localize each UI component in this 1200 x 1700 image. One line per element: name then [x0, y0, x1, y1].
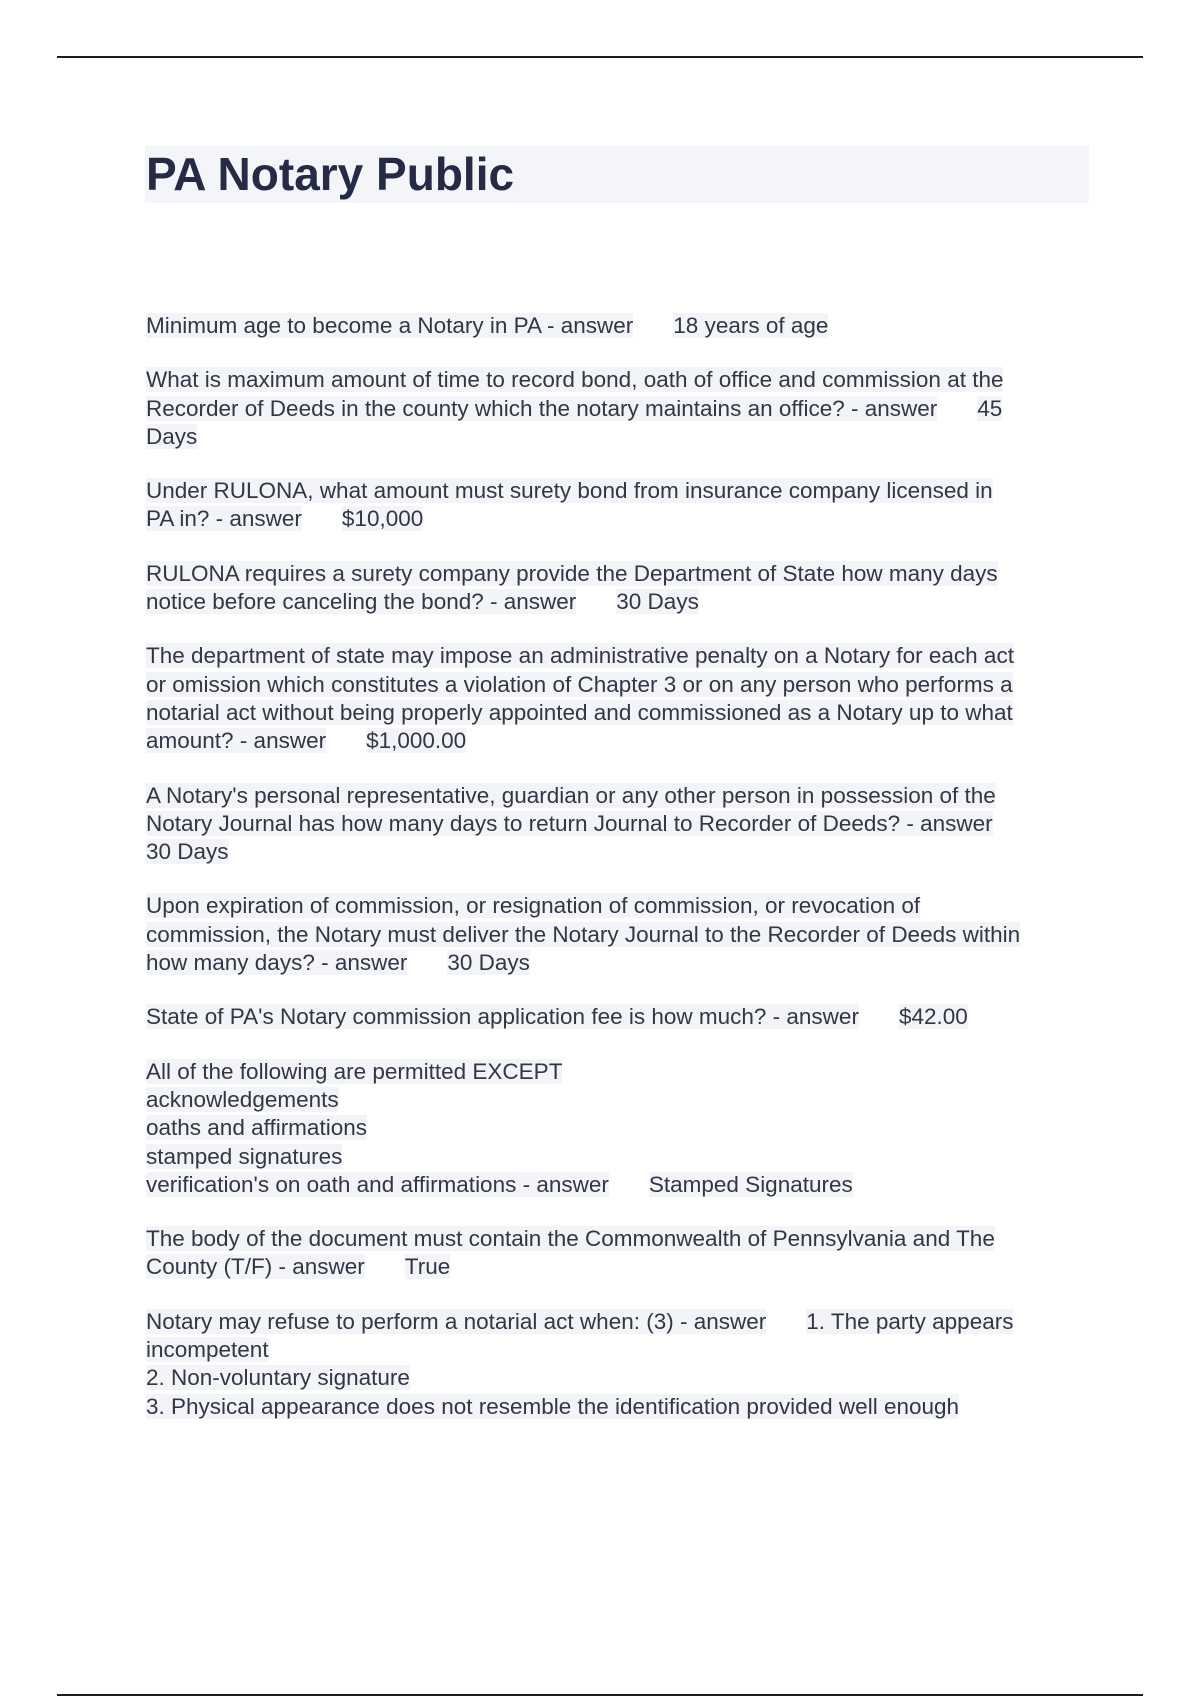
answer-text: $1,000.00 — [366, 728, 467, 754]
question-text: how many days? - answer — [146, 950, 408, 976]
answer-text: incompetent — [146, 1337, 269, 1363]
question-text: Notary may refuse to perform a notarial act when: (3) - answer — [146, 1308, 767, 1334]
question-text: The department of state may impose an administrative penalty on a Notary for each act — [146, 643, 1014, 669]
question-text: acknowledgements — [146, 1086, 339, 1112]
answer-text: 3. Physical appearance does not resemble the identification provided well enough — [146, 1393, 960, 1419]
flashcard-list — [146, 312, 1091, 1447]
answer-text: True — [404, 1254, 451, 1280]
question-text: The body of the document must contain the Commonwealth of Pennsylvania and The — [146, 1226, 995, 1252]
question-text: Notary Journal has how many days to return Journal to Recorder of Deeds? - answer — [146, 810, 993, 836]
flashcard-item — [146, 312, 1091, 340]
question-text: A Notary's personal representative, guardian or any other person in possession of the — [146, 782, 996, 808]
question-text: notice before canceling the bond? - answer — [146, 589, 577, 615]
answer-text: 18 years of age — [673, 313, 829, 338]
question-text: Under RULONA, what amount must surety bond from insurance company licensed in — [146, 478, 993, 504]
page-title: PA Notary Public — [146, 148, 515, 200]
answer-text: 45 — [977, 395, 1003, 421]
question-text: commission, the Notary must deliver the Notary Journal to the Recorder of Deeds within — [146, 921, 1021, 947]
question-text: stamped signatures — [146, 1143, 343, 1169]
question-text: amount? - answer — [146, 728, 327, 754]
flashcard-item — [146, 1225, 1091, 1282]
answer-text: $42.00 — [898, 1004, 968, 1030]
flashcard-item — [146, 1003, 1091, 1031]
question-text: oaths and affirmations — [146, 1115, 367, 1141]
answer-text: 1. The party appears — [806, 1308, 1014, 1334]
answer-text: 30 Days — [447, 950, 530, 976]
question-text: Recorder of Deeds in the county which the notary maintains an office? - answer — [146, 395, 938, 421]
answer-text: 30 Days — [616, 589, 699, 615]
flashcard-item — [146, 560, 1091, 617]
question-text: notarial act without being properly appointed and commissioned as a Notary up to what — [146, 699, 1013, 725]
question-text: Minimum age to become a Notary in PA - answer — [146, 313, 634, 338]
answer-text: Stamped Signatures — [648, 1171, 853, 1197]
answer-text: 30 Days — [146, 839, 229, 865]
question-text: State of PA's Notary commission application fee is how much? - answer — [146, 1004, 859, 1030]
answer-text: 2. Non-voluntary signature — [146, 1365, 410, 1391]
question-text: or omission which constitutes a violation of Chapter 3 or on any person who performs a — [146, 671, 1013, 697]
flashcard-item — [146, 477, 1091, 534]
question-text: County (T/F) - answer — [146, 1254, 365, 1280]
question-text: All of the following are permitted EXCEPT — [146, 1058, 563, 1084]
question-text: PA in? - answer — [146, 506, 302, 532]
flashcard-item — [146, 1058, 1091, 1199]
flashcard-item — [146, 642, 1091, 755]
answer-text: Days — [146, 423, 198, 449]
flashcard-item — [146, 892, 1091, 977]
question-text: Upon expiration of commission, or resignation of commission, or revocation of — [146, 893, 921, 919]
answer-text: $10,000 — [341, 506, 424, 532]
question-text: RULONA requires a surety company provide the Department of State how many days — [146, 560, 998, 586]
bottom-rule — [57, 1694, 1143, 1696]
question-text: verification's on oath and affirmations - answer — [146, 1171, 609, 1197]
flashcard-item — [146, 782, 1091, 867]
top-rule — [57, 56, 1143, 58]
flashcard-item — [146, 366, 1091, 451]
flashcard-item — [146, 1308, 1091, 1421]
question-text: What is maximum amount of time to record bond, oath of office and commission at the — [146, 367, 1004, 393]
